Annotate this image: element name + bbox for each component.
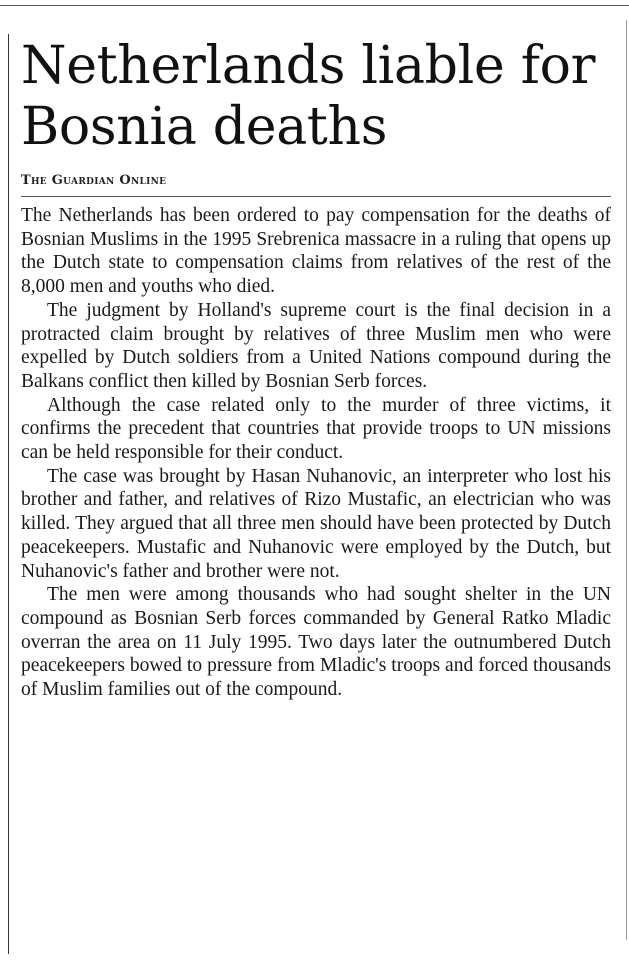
left-column-rule <box>8 34 9 954</box>
article-paragraph-1: The Netherlands has been ordered to pay compensation for the deaths of Bosnian Muslims in the 1995 Srebrenica massacre in a ruling that opens up the Dutch state to compensation claims from relatives of the rest of the 8,000 men and youths who died. <box>21 205 611 298</box>
news-article <box>21 36 611 702</box>
right-column-rule <box>626 20 627 940</box>
article-paragraph-4: The case was brought by Hasan Nuhanovic, an interpreter who lost his brother and father, and relatives of Rizo Mustafic, an electrician who was killed. They argued that all three men should have been protected by Dutch peacekeepers. Mustafic and Nuhanovic were employed by the Dutch, but Nuhanovic's father and brother were not. <box>21 465 611 582</box>
article-headline: Netherlands liable for Bosnia deaths <box>21 36 596 157</box>
article-paragraph-5: The men were among thousands who had sought shelter in the UN compound as Bosnian Serb forces commanded by General Ratko Mladic overran the area on 11 July 1995. Two days later the outnumbered Dutch peacekeepers bowed to pressure from Mladic's troops and forced thousands of Muslim families out of the compound. <box>21 584 611 701</box>
article-body <box>21 204 611 702</box>
source-divider <box>21 196 611 197</box>
article-source: The Guardian Online <box>21 173 167 188</box>
article-paragraph-3: Although the case related only to the murder of three victims, it confirms the precedent that countries that provide troops to UN missions can be held responsible for their conduct. <box>21 394 611 464</box>
top-border-rule <box>0 5 629 6</box>
article-paragraph-2: The judgment by Holland's supreme court is the final decision in a protracted claim brought by relatives of three Muslim men who were expelled by Dutch soldiers from a United Nations compound during the Balkans conflict then killed by Bosnian Serb forces. <box>21 299 611 392</box>
